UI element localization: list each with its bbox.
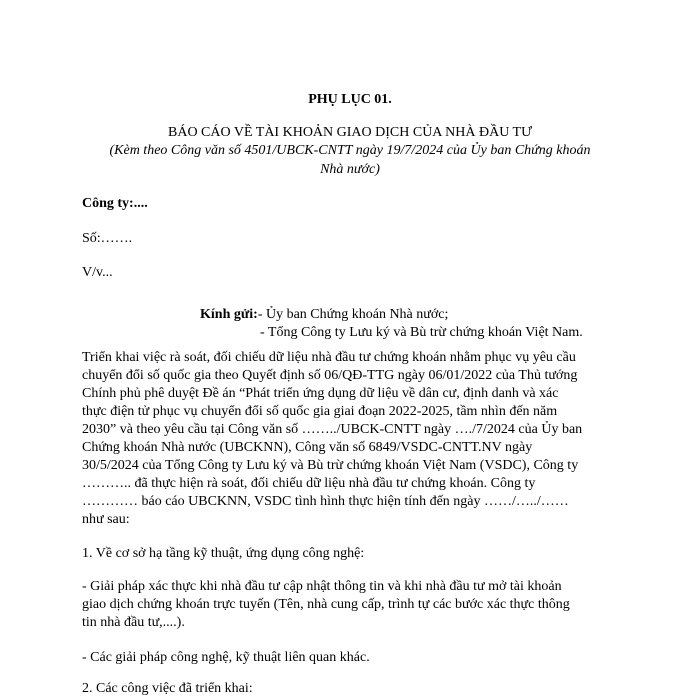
- intro-line-6: Chứng khoán Nhà nước (UBCKNN), Công văn số 6849/VSDC-CNTT.NV ngày: [82, 440, 533, 455]
- section-1-item-1-line-2: giao dịch chứng khoán trực tuyến (Tên, nhà cung cấp, trình tự các bước xác thực thông: [82, 597, 570, 612]
- section-1-heading: 1. Về cơ sở hạ tầng kỹ thuật, ứng dụng công nghệ:: [82, 546, 365, 561]
- intro-line-3: Chính phủ phê duyệt Đề án “Phát triển ứng dụng dữ liệu về dân cư, định danh và xác: [82, 386, 559, 401]
- intro-line-4: thực điện tử phục vụ chuyển đổi số quốc gia giai đoạn 2022-2025, tầm nhìn đến năm: [82, 404, 558, 419]
- subject-line: V/v...: [82, 265, 113, 280]
- report-subtitle-line-1: (Kèm theo Công văn số 4501/UBCK-CNTT ngày 19/7/2024 của Ủy ban Chứng khoán: [109, 143, 591, 158]
- intro-line-7: 30/5/2024 của Tổng Công ty Lưu ký và Bù trừ chứng khoán Việt Nam (VSDC), Công ty: [82, 458, 579, 473]
- intro-line-10: như sau:: [82, 512, 130, 527]
- intro-line-5: 2030” và theo yêu cầu tại Công văn số ……../UBCK-CNTT ngày …./7/2024 của Ủy ban: [82, 422, 583, 437]
- intro-line-8: ……….. đã thực hiện rà soát, đối chiếu dữ liệu nhà đầu tư chứng khoán. Công ty: [82, 476, 536, 491]
- number-line: Số:…….: [82, 231, 133, 246]
- section-1-item-1-line-1: - Giải pháp xác thực khi nhà đầu tư cập nhật thông tin và khi nhà đầu tư mở tài khoản: [82, 579, 562, 594]
- section-1-item-1-line-3: tin nhà đầu tư,....).: [82, 615, 185, 630]
- report-title: BÁO CÁO VỀ TÀI KHOẢN GIAO DỊCH CỦA NHÀ ĐẦU TƯ: [168, 125, 532, 140]
- intro-line-2: chuyển đổi số quốc gia theo Quyết định số 06/QĐ-TTG ngày 06/01/2022 của Thủ tướng: [82, 368, 578, 383]
- recipient-2: - Tổng Công ty Lưu ký và Bù trừ chứng khoán Việt Nam.: [260, 325, 583, 340]
- report-subtitle-line-2: Nhà nước): [320, 162, 380, 177]
- section-1-item-2: - Các giải pháp công nghệ, kỹ thuật liên quan khác.: [82, 650, 370, 665]
- company-line: Công ty:....: [82, 196, 148, 211]
- intro-line-1: Triển khai việc rà soát, đối chiếu dữ liệu nhà đầu tư chứng khoán nhằm phục vụ yêu cầu: [82, 350, 576, 365]
- section-2-heading: 2. Các công việc đã triển khai:: [82, 681, 253, 696]
- appendix-title: PHỤ LỤC 01.: [308, 92, 392, 107]
- recipient-label: Kính gửi:: [200, 307, 258, 322]
- recipient-1: - Ủy ban Chứng khoán Nhà nước;: [257, 307, 449, 322]
- intro-line-9: ………… báo cáo UBCKNN, VSDC tình hình thực hiện tính đến ngày ……/…../……: [82, 494, 569, 509]
